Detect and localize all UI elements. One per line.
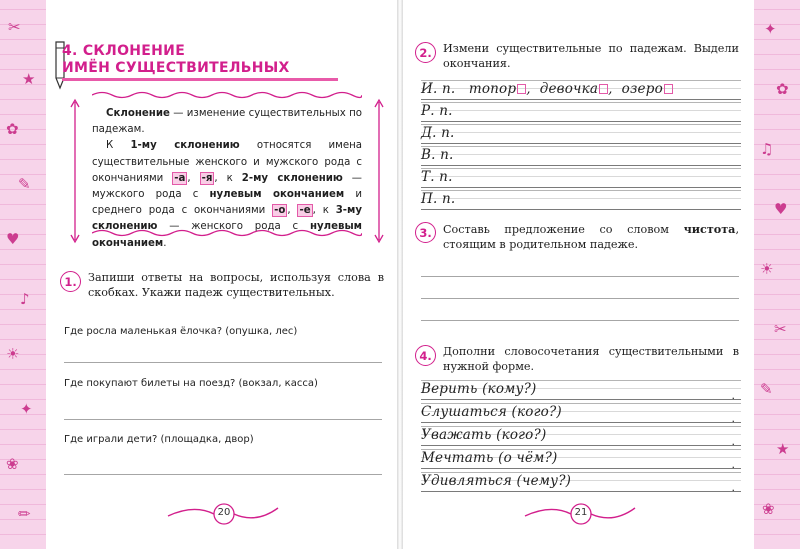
- case-row-prepositional[interactable]: [421, 190, 741, 212]
- text-fragment: и среднего рода с окончаниями: [92, 189, 362, 217]
- text-fragment: , к: [214, 172, 242, 184]
- page-number: 21: [574, 507, 588, 518]
- sun-icon: ☀: [6, 345, 20, 363]
- pencil-icon: ✎: [760, 380, 773, 398]
- task-number-2: 2.: [415, 42, 436, 63]
- definition-text: — изменение существительных по падежам.: [92, 108, 362, 136]
- case-label: Д. п.: [421, 125, 455, 141]
- page-number: 20: [217, 507, 231, 518]
- text-fragment: ,: [187, 172, 200, 184]
- double-arrow-right: [374, 98, 384, 244]
- task-4-instruction: Дополни словосочетания существительными в нужной форме.: [443, 345, 739, 373]
- flower-icon: ❀: [762, 500, 775, 518]
- question-1: Где росла маленькая ёлочка? (опушка, лес): [64, 326, 298, 337]
- answer-line[interactable]: [64, 419, 382, 420]
- ending-box: [599, 84, 608, 94]
- text-fragment: — женского рода с: [157, 221, 310, 233]
- case-label: В. п.: [421, 147, 454, 163]
- lesson-title: [62, 43, 290, 77]
- lesson-title-line2: ИМЁН СУЩЕСТВИТЕЛЬНЫХ: [62, 60, 290, 76]
- case-row-content: И. п. топор , девочка , озеро: [421, 81, 673, 97]
- zero-ending: нулевым окончанием: [92, 221, 362, 249]
- text-fragment: Составь предложение со словом: [443, 223, 684, 236]
- flower-icon: ❀: [6, 455, 19, 473]
- text-fragment: ,: [287, 205, 298, 217]
- case-row-genitive[interactable]: [421, 102, 741, 124]
- period: .: [731, 435, 735, 448]
- word-topor: топор: [468, 81, 517, 97]
- case-label: Т. п.: [421, 169, 453, 185]
- note-icon: ♫: [760, 140, 774, 158]
- rule-box: [70, 98, 384, 249]
- task-2-instruction: Измени существительные по падежам. Выдели окончания.: [443, 42, 739, 70]
- task-3-instruction: [443, 222, 739, 252]
- question-3: Где играли дети? (площадка, двор): [64, 434, 254, 445]
- word-devochka: девочка: [539, 81, 599, 97]
- phrase-row[interactable]: [421, 426, 741, 448]
- wavy-border-bottom: [92, 228, 362, 238]
- double-arrow-left: [70, 98, 80, 244]
- right-decorative-margin: [754, 0, 800, 549]
- period: .: [731, 458, 735, 471]
- zero-ending: нулевым окончанием: [209, 189, 345, 201]
- phrase-row[interactable]: [421, 449, 741, 471]
- heart-icon: ♥: [6, 230, 20, 248]
- ending-a: -а: [174, 172, 186, 184]
- case-row-dative[interactable]: [421, 124, 741, 146]
- phrase-verit: Верить (кому?): [421, 381, 537, 397]
- phrase-row[interactable]: [421, 380, 741, 402]
- task-number-3: 3.: [415, 222, 436, 243]
- scissors-icon: ✂: [8, 18, 21, 36]
- lesson-title-line1: 4. СКЛОНЕНИЕ: [62, 43, 186, 59]
- term-declension: Склонение: [106, 108, 170, 119]
- case-row-nominative[interactable]: [421, 80, 741, 102]
- first-declension: 1-му склонению: [130, 140, 240, 152]
- case-row-accusative[interactable]: [421, 146, 741, 168]
- left-decorative-margin: [0, 0, 46, 549]
- answer-line[interactable]: [421, 298, 739, 299]
- star-icon: ★: [22, 70, 36, 88]
- flower-icon: ✿: [776, 80, 789, 98]
- word-ozero: озеро: [621, 81, 663, 97]
- pencil-icon: ✎: [18, 175, 31, 193]
- task-number-1: 1.: [60, 271, 81, 292]
- text-fragment: , к: [312, 205, 336, 217]
- heart-icon: ♥: [774, 200, 788, 218]
- phrase-row[interactable]: [421, 472, 741, 494]
- ending-box: [517, 84, 526, 94]
- period: .: [731, 389, 735, 402]
- answer-line[interactable]: [421, 276, 739, 277]
- flower-icon: ✿: [6, 120, 19, 138]
- phrase-uvazhat: Уважать (кого?): [421, 427, 547, 443]
- answer-line[interactable]: [421, 320, 739, 321]
- star-icon: ✦: [764, 20, 777, 38]
- task-number-4: 4.: [415, 345, 436, 366]
- period: .: [731, 412, 735, 425]
- answer-line[interactable]: [64, 474, 382, 475]
- answer-line[interactable]: [64, 362, 382, 363]
- second-declension: 2-му склонению: [241, 172, 343, 184]
- title-underline: [62, 78, 338, 81]
- ending-box: [664, 84, 673, 94]
- text-fragment: относятся имена существительные женского и мужского рода с окончаниями: [92, 140, 362, 184]
- task-1-instruction: Запиши ответы на вопросы, используя слова в скобках. Укажи падеж существительных.: [88, 271, 384, 299]
- text-fragment: — мужского рода с: [92, 172, 362, 201]
- right-page: [403, 0, 754, 549]
- pencil-icon: ✏: [18, 505, 31, 523]
- case-label: П. п.: [421, 191, 456, 207]
- period: .: [731, 481, 735, 494]
- ending-o: -о: [274, 205, 286, 217]
- wavy-border-top: [92, 90, 362, 100]
- case-label: И. п.: [421, 81, 456, 97]
- question-2: Где покупают билеты на поезд? (вокзал, касса): [64, 378, 318, 389]
- phrase-slushatsya: Слушаться (кого?): [421, 404, 562, 420]
- sun-icon: ☀: [760, 260, 774, 278]
- case-row-instrumental[interactable]: [421, 168, 741, 190]
- ending-e: -е: [299, 205, 311, 217]
- star-icon: ★: [776, 440, 790, 458]
- text-fragment: .: [163, 237, 167, 249]
- phrase-mechtat: Мечтать (о чём?): [421, 450, 558, 466]
- phrase-udivlyatsya: Удивляться (чему?): [421, 473, 572, 489]
- note-icon: ♪: [20, 290, 30, 308]
- star-icon: ✦: [20, 400, 33, 418]
- scissors-icon: ✂: [774, 320, 787, 338]
- ending-ya: -я: [201, 172, 213, 184]
- text-fragment: , стоящим в родительном падеже.: [443, 223, 739, 251]
- phrase-row[interactable]: [421, 403, 741, 425]
- rule-definition: [92, 106, 362, 138]
- left-page: [46, 0, 397, 549]
- third-declension: 3-му склонению: [92, 205, 362, 233]
- text-fragment: К: [106, 140, 131, 152]
- keyword-chistota: чистота: [683, 222, 736, 236]
- case-label: Р. п.: [421, 103, 453, 119]
